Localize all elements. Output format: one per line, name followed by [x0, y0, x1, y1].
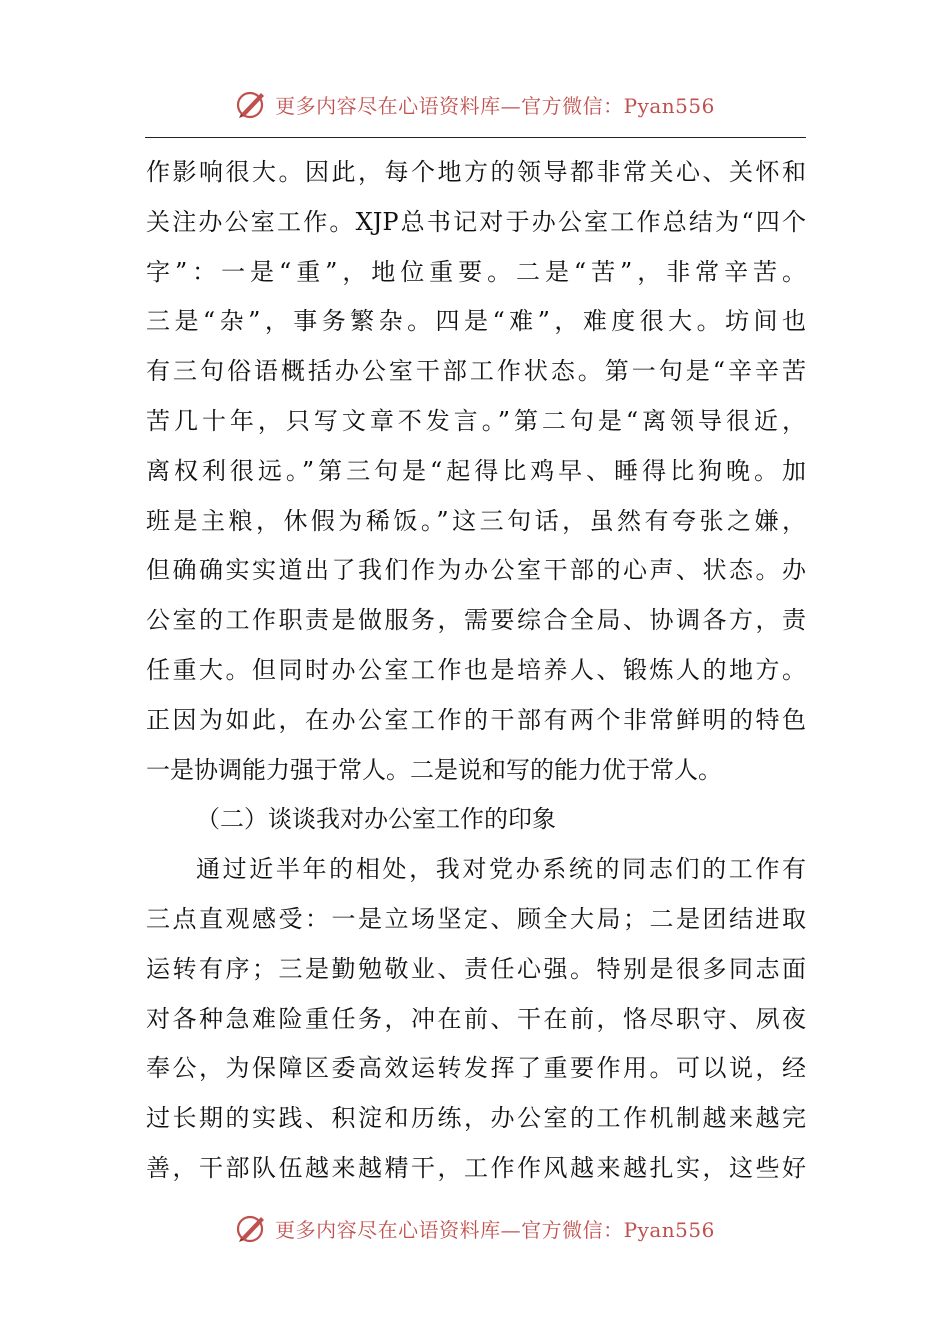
text-line: 班是主粮，休假为稀饭。”这三句话，虽然有夸张之嫌， — [146, 506, 806, 535]
text-line: 三点直观感受：一是立场坚定、顾全大局；二是团结进取 — [146, 904, 806, 933]
pen-logo-icon — [235, 87, 269, 121]
text-line: 通过近半年的相处，我对党办系统的同志们的工作有 — [196, 855, 806, 884]
text-line: 过长期的实践、积淀和历练，办公室的工作机制越来越完 — [146, 1104, 806, 1133]
text-line: 善，干部队伍越来越精干，工作作风越来越扎实，这些好 — [146, 1153, 806, 1182]
header-banner-text: 更多内容尽在心语资料库—官方微信：Pyan556 — [275, 93, 715, 118]
text-line: 作影响很大。因此，每个地方的领导都非常关心、关怀和 — [146, 158, 806, 186]
text-line: 苦几十年，只写文章不发言。”第二句是“离领导很近， — [146, 406, 806, 435]
text-line: 奉公，为保障区委高效运转发挥了重要作用。可以说，经 — [146, 1054, 806, 1083]
pen-logo-icon — [235, 1211, 269, 1245]
footer-banner — [0, 1208, 950, 1248]
text-line: 运转有序；三是勤勉敬业、责任心强。特别是很多同志面 — [146, 954, 806, 983]
header-banner — [0, 84, 950, 124]
text-line: 对各种急难险重任务，冲在前、干在前，恪尽职守、夙夜 — [146, 1004, 806, 1033]
text-line: 任重大。但同时办公室工作也是培养人、锻炼人的地方。 — [146, 655, 806, 684]
text-line: 公室的工作职责是做服务，需要综合全局、协调各方，责 — [146, 606, 806, 635]
footer-banner-text: 更多内容尽在心语资料库—官方微信：Pyan556 — [275, 1217, 715, 1242]
text-line: 关注办公室工作。XJP总书记对于办公室工作总结为“四个 — [146, 207, 806, 236]
document-body — [146, 148, 806, 1194]
text-line: 一是协调能力强于常人。二是说和写的能力优于常人。 — [146, 755, 722, 784]
text-line: 离权利很远。”第三句是“起得比鸡早、睡得比狗晚。加 — [146, 456, 806, 485]
text-line: 三是“杂”，事务繁杂。四是“难”，难度很大。坊间也 — [146, 307, 806, 336]
header-divider — [145, 137, 806, 138]
text-line: 字”：一是“重”，地位重要。二是“苦”，非常辛苦。 — [146, 257, 806, 286]
section-heading: （二）谈谈我对办公室工作的印象 — [196, 805, 556, 834]
text-line: 但确确实实道出了我们作为办公室干部的心声、状态。办 — [146, 556, 806, 585]
text-line: 正因为如此，在办公室工作的干部有两个非常鲜明的特色 — [146, 705, 806, 734]
text-line: 有三句俗语概括办公室干部工作状态。第一句是“辛辛苦 — [146, 357, 806, 386]
